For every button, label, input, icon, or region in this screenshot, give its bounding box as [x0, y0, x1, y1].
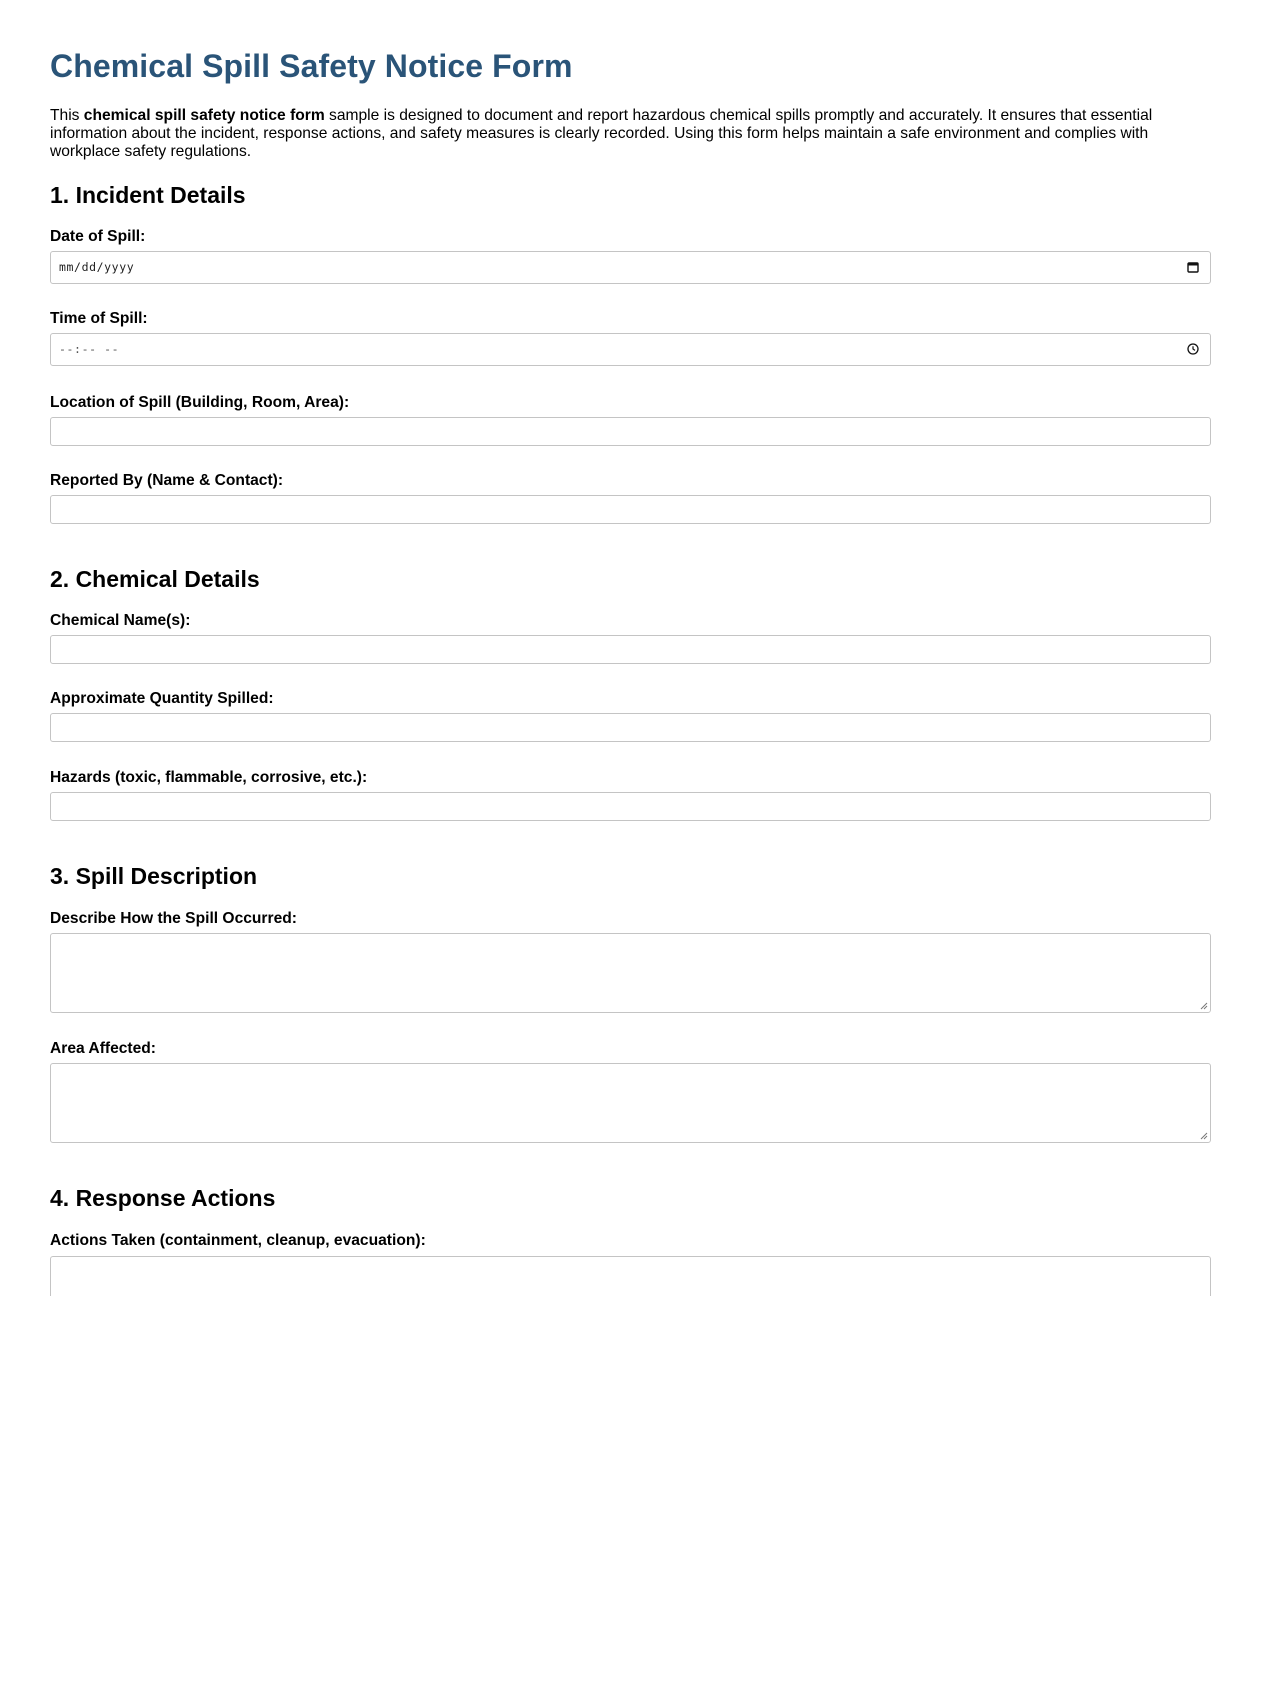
intro-paragraph [50, 107, 1213, 161]
intro-prefix: This [50, 107, 84, 124]
section-heading-response-actions: 4. Response Actions [50, 1185, 276, 1211]
chemical-names-label: Chemical Name(s): [50, 612, 191, 629]
reported-by-label: Reported By (Name & Contact): [50, 472, 284, 489]
quantity-spilled-label: Approximate Quantity Spilled: [50, 690, 274, 707]
hazards-input[interactable] [50, 792, 1211, 821]
section-heading-chemical-details: 2. Chemical Details [50, 566, 260, 592]
page-title: Chemical Spill Safety Notice Form [50, 48, 573, 84]
time-of-spill-input[interactable] [50, 333, 1211, 366]
section-heading-spill-description: 3. Spill Description [50, 863, 258, 889]
resize-handle-icon[interactable] [1200, 1002, 1208, 1010]
resize-handle-icon[interactable] [1200, 1132, 1208, 1140]
location-of-spill-label: Location of Spill (Building, Room, Area): [50, 394, 350, 411]
chemical-names-input[interactable] [50, 635, 1211, 664]
time-placeholder: --:-- -- [59, 342, 120, 356]
actions-taken-textarea[interactable] [50, 1256, 1211, 1296]
date-placeholder: mm/dd/yyyy [59, 260, 135, 274]
location-of-spill-input[interactable] [50, 417, 1211, 446]
time-of-spill-label: Time of Spill: [50, 310, 148, 327]
reported-by-input[interactable] [50, 495, 1211, 524]
calendar-icon[interactable] [1186, 260, 1200, 274]
section-heading-incident-details: 1. Incident Details [50, 182, 246, 208]
form-page [50, 0, 1213, 1300]
area-affected-textarea[interactable] [50, 1063, 1211, 1143]
date-of-spill-input[interactable] [50, 251, 1211, 284]
area-affected-label: Area Affected: [50, 1040, 157, 1057]
date-of-spill-label: Date of Spill: [50, 228, 146, 245]
spill-occurred-textarea[interactable] [50, 933, 1211, 1013]
actions-taken-label: Actions Taken (containment, cleanup, evacuation): [50, 1232, 426, 1249]
clock-icon[interactable] [1186, 342, 1200, 356]
quantity-spilled-input[interactable] [50, 713, 1211, 742]
hazards-label: Hazards (toxic, flammable, corrosive, etc.): [50, 769, 368, 786]
intro-bold-term: chemical spill safety notice form [83, 107, 325, 124]
spill-occurred-label: Describe How the Spill Occurred: [50, 910, 297, 927]
intro-suffix: sample is designed to document and report hazardous chemical spills promptly and accurately. It ensures that essential information about the incident, response actions, and safety measures is clearly recorded. Using this form helps maintain a safe environment and complies with workplace safety regulations. [50, 107, 1153, 160]
